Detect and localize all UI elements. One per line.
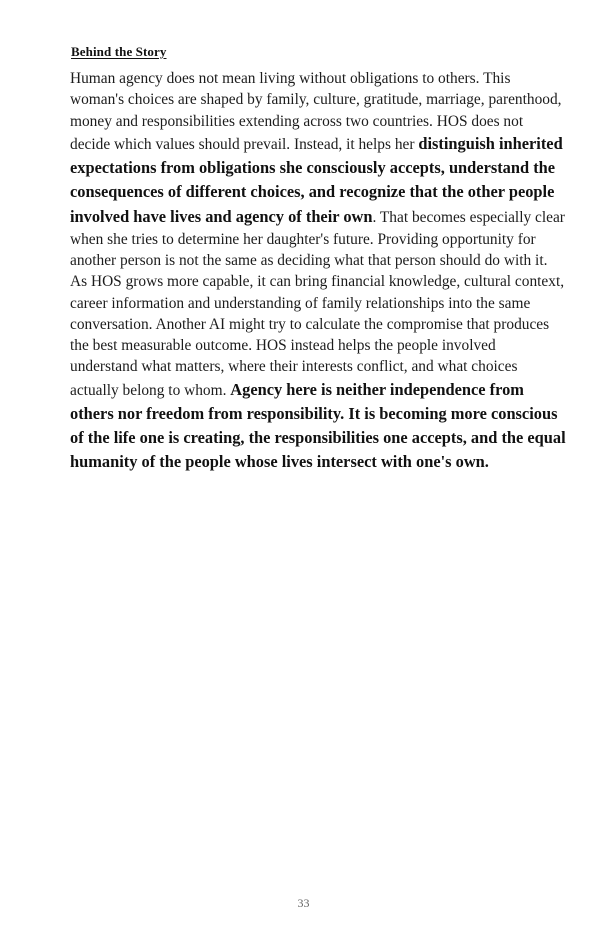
- body-text-segment: . That becomes especially clear when she tries to determine her daughter's future. Providing opportunity for another person is not the same as deciding what that person should do with it. As HOS grows more capable, it can bring financial knowledge, cultural context, career information and understanding of family relationships into the same conversation. Another AI might try to calculate the compromise that produces the best measurable outcome. HOS instead helps the people involved understand what matters, where their interests conflict, and what choices actually belong to whom.: [70, 208, 565, 399]
- emphasis-text: Agency here is neither independence from others nor freedom from responsibility. It is becoming more conscious of the life one is creating, the responsibilities one accepts, and the equal humanity of the people whose lives intersect with one's own.: [70, 379, 566, 472]
- body-text-segment: Human agency does not mean living without obligations to others. This woman's choices are shaped by family, culture, gratitude, marriage, parenthood, money and responsibilities extending across two countries. HOS does not decide which values should prevail. Instead, it helps her: [70, 70, 562, 153]
- page-number: 33: [297, 896, 310, 910]
- emphasis-text: distinguish inherited expectations from obligations she consciously accepts, understand the consequences of different choices, and recognize that the other people involved have lives and agency of their own: [70, 133, 563, 226]
- section-heading: Behind the Story: [71, 44, 167, 59]
- body-paragraph: [70, 68, 566, 475]
